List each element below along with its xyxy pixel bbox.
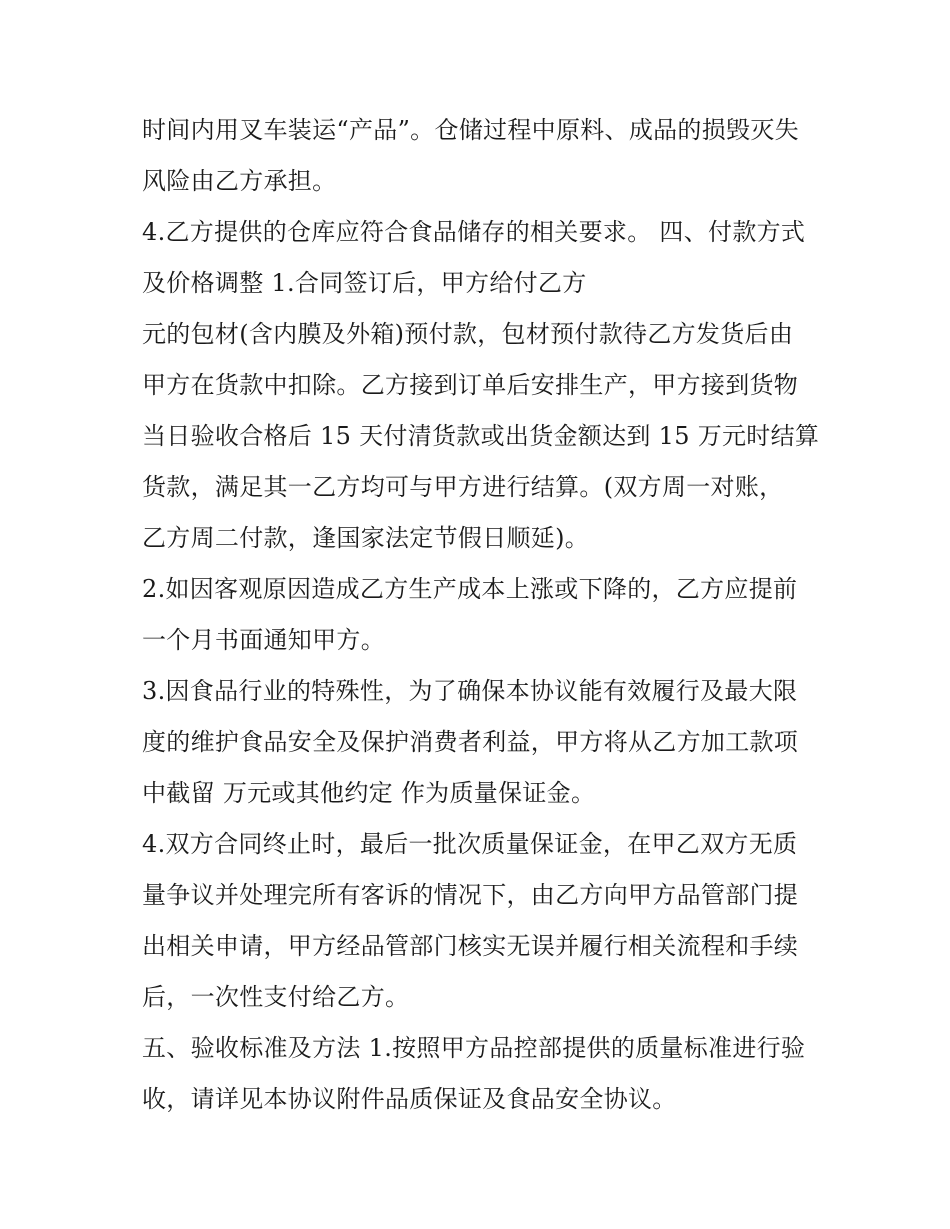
text-line-19: 五、验收标准及方法 1.按照甲方品控部提供的质量标准进行验 [142, 1034, 806, 1062]
text-line-13: 度的维护食品安全及保护消费者利益，甲方将从乙方加工款项 [142, 728, 799, 756]
text-line-7: 当日验收合格后 15 天付清货款或出货金额达到 15 万元时结算 [142, 422, 820, 450]
text-line-5: 元的包材(含内膜及外箱)预付款，包材预付款待乙方发货后由 [142, 320, 794, 348]
text-line-11: 一个月书面通知甲方。 [142, 626, 385, 654]
text-line-6: 甲方在货款中扣除。乙方接到订单后安排生产，甲方接到货物 [142, 371, 799, 399]
text-line-16: 量争议并处理完所有客诉的情况下，由乙方向甲方品管部门提 [142, 881, 799, 909]
text-line-10: 2.如因客观原因造成乙方生产成本上涨或下降的，乙方应提前 [142, 575, 798, 603]
text-line-15: 4.双方合同终止时，最后一批次质量保证金，在甲乙双方无质 [142, 830, 798, 858]
text-line-3: 4.乙方提供的仓库应符合食品储存的相关要求。 四、付款方式 [142, 218, 806, 246]
text-line-4: 及价格调整 1.合同签订后，甲方给付乙方 [142, 269, 587, 297]
text-line-12: 3.因食品行业的特殊性，为了确保本协议能有效履行及最大限 [142, 677, 798, 705]
text-line-18: 后，一次性支付给乙方。 [142, 983, 410, 1011]
text-line-14: 中截留 万元或其他约定 作为质量保证金。 [142, 779, 596, 807]
text-line-9: 乙方周二付款，逢国家法定节假日顺延)。 [142, 524, 590, 552]
text-line-2: 风险由乙方承担。 [142, 167, 337, 195]
text-line-1: 时间内用叉车装运“产品”。仓储过程中原料、成品的损毁灭失 [142, 116, 799, 144]
text-line-20: 收，请详见本协议附件品质保证及食品安全协议。 [142, 1085, 677, 1113]
text-line-8: 货款，满足其一乙方均可与甲方进行结算。(双方周一对账， [142, 473, 784, 501]
text-line-17: 出相关申请，甲方经品管部门核实无误并履行相关流程和手续 [142, 932, 799, 960]
